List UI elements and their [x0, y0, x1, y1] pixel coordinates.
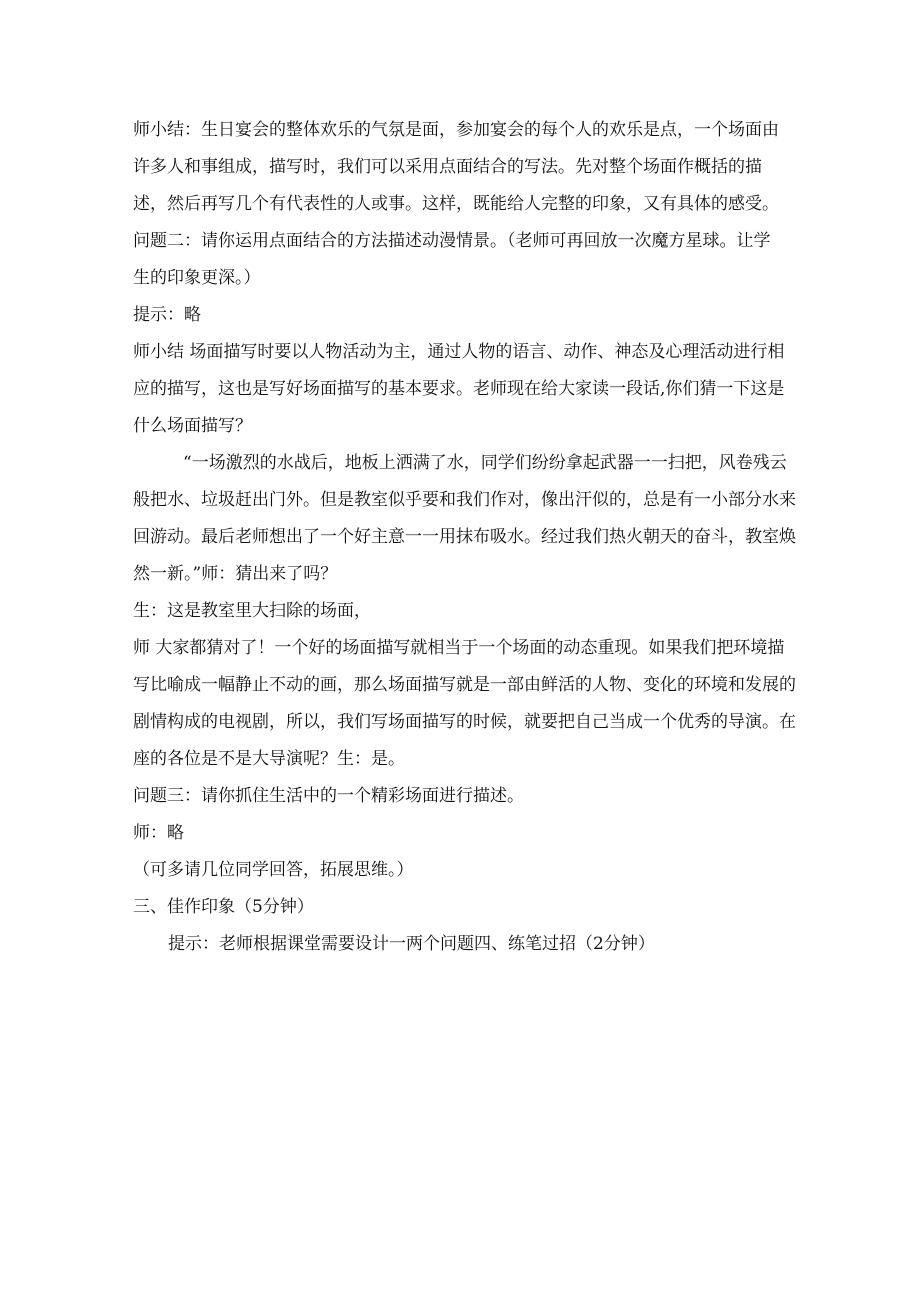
- text-line: 师：略: [133, 823, 184, 843]
- text-line: “一场激烈的水战后，地板上洒满了水，同学们纷纷拿起武器一一扫把，风卷残云: [183, 453, 787, 473]
- text-line: 师小结 场面描写时要以人物活动为主，通过人物的语言、动作、神态及心理活动进行相: [133, 342, 785, 362]
- text-line: 问题二：请你运用点面结合的方法描述动漫情景。（老师可再回放一次魔方星球。让学: [133, 231, 771, 251]
- text-line: （可多请几位同学回答，拓展思维。）: [133, 860, 414, 880]
- text-line: 师 大家都猜对了！一个好的场面描写就相当于一个场面的动态重现。如果我们把环境描: [133, 638, 785, 658]
- text-line: 剧情构成的电视剧，所以，我们写场面描写的时候，就要把自己当成一个优秀的导演。在: [133, 712, 796, 732]
- text-line: 提示：老师根据课堂需要设计一两个问题四、练笔过招（2分钟）: [168, 934, 655, 954]
- text-line: 问题三：请你抓住生活中的一个精彩场面进行描述。: [133, 786, 524, 806]
- text-line: 什么场面描写？: [133, 416, 252, 436]
- text-line: 回游动。最后老师想出了一个好主意一一用抹布吸水。经过我们热火朝天的奋斗，教室焕: [133, 527, 796, 547]
- text-line: 许多人和事组成，描写时，我们可以采用点面结合的写法。先对整个场面作概括的描: [133, 157, 762, 177]
- text-line: 生：这是教室里大扫除的场面，: [133, 601, 371, 621]
- text-line: 应的描写，这也是写好场面描写的基本要求。老师现在给大家读一段话,你们猜一下这是: [133, 379, 785, 399]
- text-line: 写比喻成一幅静止不动的画，那么场面描写就是一部由鲜活的人物、变化的环境和发展的: [133, 675, 796, 695]
- text-line: 生的印象更深。）: [133, 268, 261, 288]
- text-line: 然一新。”师：猜出来了吗？: [133, 564, 338, 584]
- text-line: 座的各位是不是大导演呢？生：是。: [133, 749, 405, 769]
- text-line: 述，然后再写几个有代表性的人或事。这样，既能给人完整的印象，又有具体的感受。: [133, 194, 779, 214]
- text-line: 提示：略: [133, 305, 201, 325]
- text-line: 般把水、垃圾赶出门外。但是教室似乎要和我们作对，像出汗似的，总是有一小部分水来: [133, 490, 796, 510]
- section-heading: 三、佳作印象（5分钟）: [133, 897, 314, 917]
- text-line: 师小结：生日宴会的整体欢乐的气氛是面，参加宴会的每个人的欢乐是点，一个场面由: [133, 120, 779, 140]
